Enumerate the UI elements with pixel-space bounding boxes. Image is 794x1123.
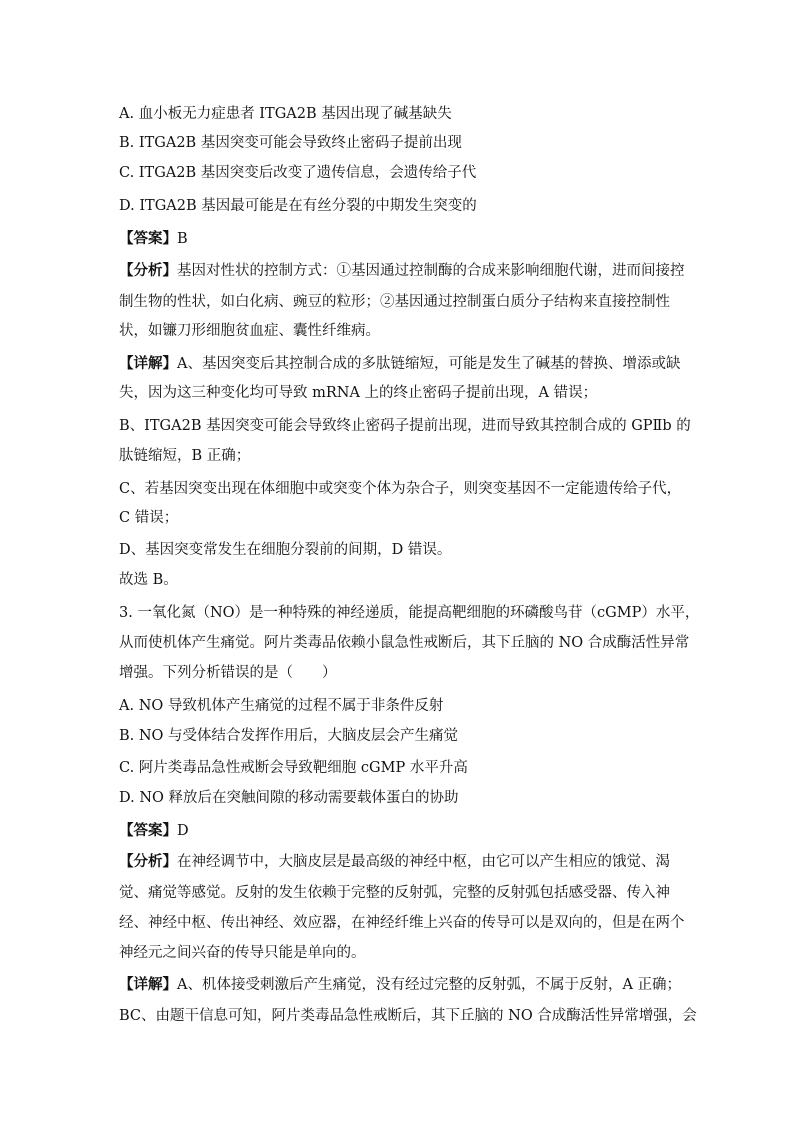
- text-line: [119, 446, 679, 466]
- text-line: [119, 852, 679, 872]
- section-label: 【答案】: [119, 822, 177, 839]
- text-line: [119, 292, 679, 312]
- section-label: 【分析】: [119, 853, 177, 870]
- line-text: 状，如镰刀形细胞贫血症、囊性纤维病。: [119, 323, 380, 339]
- line-text: 觉、痛觉等感觉。反射的发生依赖于完整的反射弧，完整的反射弧包括感受器、传入神: [119, 885, 670, 901]
- section-label: 【详解】: [119, 355, 177, 372]
- line-text: B. ITGA2B 基因突变可能会导致终止密码子提前出现: [119, 135, 462, 151]
- line-text: 基因对性状的控制方式：①基因通过控制酶的合成来影响细胞代谢，进而间接控: [177, 263, 685, 279]
- line-text: D. NO 释放后在突触间隙的移动需要载体蛋白的协助: [119, 790, 459, 806]
- text-line: [119, 821, 679, 841]
- line-text: 制生物的性状，如白化病、豌豆的粒形；②基因通过控制蛋白质分子结构来直接控制性: [119, 294, 670, 310]
- line-text: B. NO 与受体结合发挥作用后，大脑皮层会产生痛觉: [119, 728, 459, 744]
- line-text: 故选 B。: [119, 572, 178, 588]
- line-text: D: [177, 823, 189, 839]
- text-line: [119, 508, 679, 528]
- text-line: [119, 163, 679, 183]
- text-line: [119, 696, 679, 716]
- text-line: [119, 726, 679, 746]
- line-text: C、若基因突变出现在体细胞中或突变个体为杂合子，则突变基因不一定能遗传给子代，: [119, 481, 682, 497]
- text-line: [119, 570, 679, 590]
- line-text: 经、神经中枢、传出神经、效应器，在神经纤维上兴奋的传导可以是双向的，但是在两个: [119, 915, 685, 931]
- line-text: 神经元之间兴奋的传导只能是单向的。: [119, 945, 366, 961]
- text-line: [119, 479, 682, 499]
- text-line: [119, 540, 679, 560]
- text-line: [119, 603, 700, 623]
- text-line: [119, 913, 685, 933]
- text-line: [119, 788, 679, 808]
- line-text: 增强。下列分析错误的是（ ）: [119, 665, 337, 681]
- line-text: A. 血小板无力症患者 ITGA2B 基因出现了碱基缺失: [119, 106, 452, 122]
- line-text: 肽链缩短，B 正确；: [119, 448, 251, 464]
- text-line: [119, 416, 691, 436]
- line-text: B: [177, 231, 188, 247]
- line-text: 从而使机体产生痛觉。阿片类毒品依赖小鼠急性戒断后，其下丘脑的 NO 合成酶活性异常: [119, 635, 690, 651]
- text-line: [119, 883, 679, 903]
- line-text: A、基因突变后其控制合成的多肽链缩短，可能是发生了碱基的替换、增添或缺: [177, 356, 681, 372]
- text-line: [119, 196, 679, 216]
- line-text: 失，因为这三种变化均可导致 mRNA 上的终止密码子提前出现，A 错误；: [119, 385, 598, 401]
- line-text: D、基因突变常发生在细胞分裂前的间期，D 错误。: [119, 542, 452, 558]
- line-text: A. NO 导致机体产生痛觉的过程不属于非条件反射: [119, 698, 444, 714]
- text-line: [119, 975, 682, 995]
- line-text: 在神经调节中，大脑皮层是最高级的神经中枢，由它可以产生相应的饿觉、渴: [177, 854, 670, 870]
- section-label: 【详解】: [119, 976, 177, 993]
- text-line: [119, 663, 679, 683]
- text-line: [119, 104, 679, 124]
- text-line: [119, 633, 690, 653]
- text-line: [119, 354, 679, 374]
- section-label: 【分析】: [119, 262, 177, 279]
- text-line: [119, 383, 679, 403]
- line-text: BC、由题干信息可知，阿片类毒品急性戒断后，其下丘脑的 NO 合成酶活性异常增强，会: [119, 1008, 697, 1024]
- text-line: [119, 321, 679, 341]
- text-line: [119, 133, 679, 153]
- text-line: [119, 229, 679, 249]
- line-text: A、机体接受刺激后产生痛觉，没有经过完整的反射弧，不属于反射，A 正确；: [177, 977, 682, 993]
- line-text: 3. 一氧化氮（NO）是一种特殊的神经递质，能提高靶细胞的环磷酸鸟苷（cGMP）水平，: [119, 605, 700, 621]
- line-text: C. 阿片类毒品急性戒断会导致靶细胞 cGMP 水平升高: [119, 760, 468, 776]
- text-line: [119, 943, 679, 963]
- line-text: D. ITGA2B 基因最可能是在有丝分裂的中期发生突变的: [119, 198, 477, 214]
- section-label: 【答案】: [119, 230, 177, 247]
- line-text: B、ITGA2B 基因突变可能会导致终止密码子提前出现，进而导致其控制合成的 GPⅡb 的: [119, 418, 691, 434]
- text-line: [119, 1006, 697, 1026]
- line-text: C. ITGA2B 基因突变后改变了遗传信息，会遗传给子代: [119, 165, 477, 181]
- text-line: [119, 261, 685, 281]
- line-text: C 错误；: [119, 510, 179, 526]
- text-line: [119, 758, 679, 778]
